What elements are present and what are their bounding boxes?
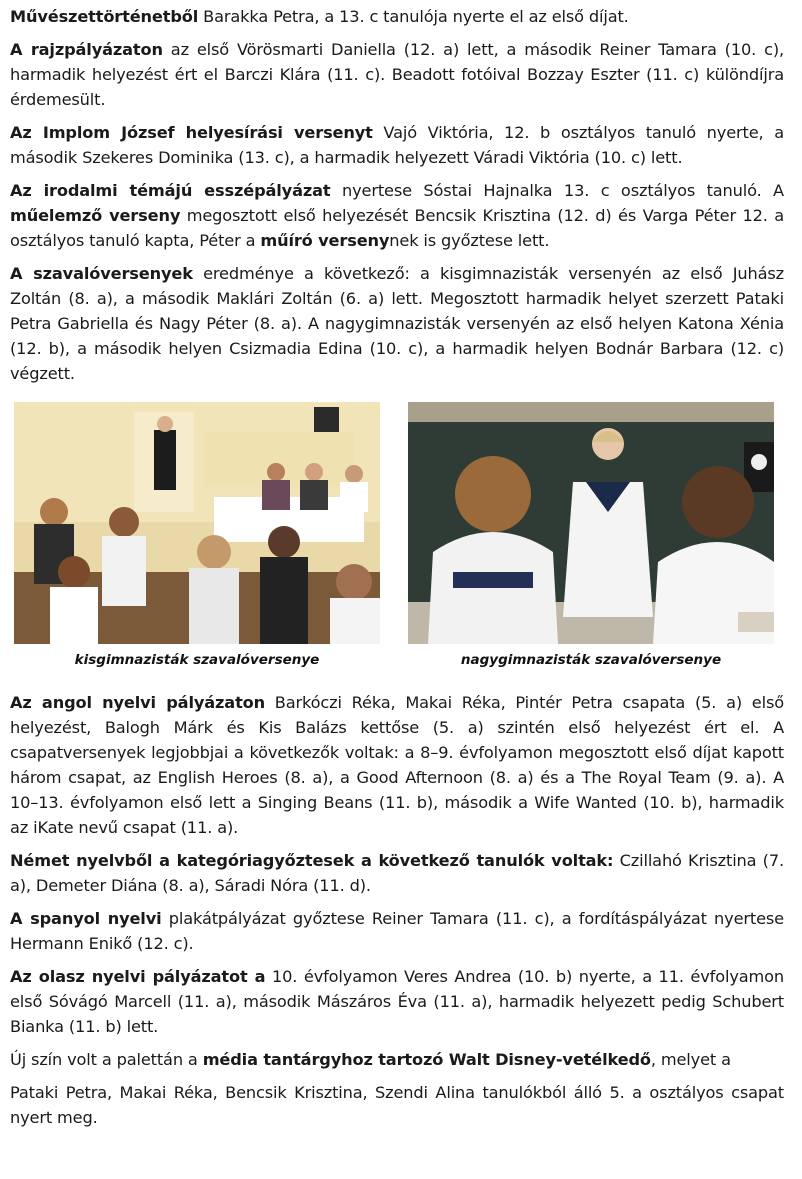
bold-run: Az olasz nyelvi pályázatot a (10, 967, 266, 986)
bold-run: Az Implom József helyesírási versenyt (10, 123, 373, 142)
bold-run: A rajzpályázaton (10, 40, 163, 59)
bold-run: Az irodalmi témájú esszépályázat (10, 181, 331, 200)
text-run: Barkóczi Réka, Makai Réka, Pintér Petra csapata (5. a) első helyezést, Balogh Márk és Kis Balázs kettőse (5. a) szintén első helyezést ért el. A csapatversenyek legjobbjai a következők voltak: a 8–9. évfolyamon megosztott első díjat kapott három csapat, az English Heroes (8. a), a Good Afternoon (8. a) és a The Royal Team (9. a). A 10–13. évfolyamon első lett a Singing Beans (11. b), második a Wife Wanted (10. b), harmadik az iKate nevű csapat (11. a). (10, 693, 784, 837)
text-run: az első Vörösmarti Daniella (12. a) lett, a második Reiner Tamara (10. c), harmadik helyezést ért el Barczi Klára (11. c). Beadott fotóival Bozzay Eszter (11. c) különdíjra érdemesült. (10, 40, 784, 109)
photo-row (10, 394, 784, 686)
right-photo-caption: nagygimnazisták szavalóversenye (460, 652, 722, 668)
results-text-top (10, 4, 784, 386)
text-run: , melyet a (650, 1050, 731, 1069)
result-paragraph (10, 37, 784, 112)
results-text-bottom (10, 690, 784, 1130)
result-paragraph (10, 690, 784, 840)
text-run: eredménye a következő: a kisgimnazisták versenyén az első Juhász Zoltán (8. a), a második Maklári Zoltán (6. a) lett. Megosztott harmadik helyet szerzett Pataki Petra Gabriella és Nagy Péter (8. a). A nagygimnazisták versenyén az első helyen Katona Xénia (12. b), a második helyen Csizmadia Edina (10. c), a harmadik helyen Bodnár Barbara (12. c) végzett. (10, 264, 784, 383)
text-run: nyertese Sóstai Hajnalka 13. c osztályos tanuló. A (330, 181, 784, 200)
senior-recitation-photo (408, 402, 774, 644)
bold-run: műelemző verseny (10, 206, 181, 225)
text-run: megosztott első helyezését Bencsik Krisztina (12. d) és Varga Péter 12. a osztályos tanuló kapta, Péter a (10, 206, 784, 250)
text-run: nek is győztese lett. (389, 231, 550, 250)
result-paragraph (10, 1080, 784, 1130)
junior-recitation-photo (14, 402, 380, 644)
text-run: plakátpályázat győztese Reiner Tamara (11. c), a fordításpályázat nyertese Hermann Enikő (12. c). (10, 909, 784, 953)
result-paragraph (10, 4, 784, 29)
bold-run: média tantárgyhoz tartozó Walt Disney-vetélkedő (202, 1050, 651, 1069)
result-paragraph (10, 178, 784, 253)
text-run: Czillahó Krisztina (7. a), Demeter Diána (8. a), Sáradi Nóra (11. d). (10, 851, 784, 895)
document-page (10, 4, 784, 1138)
result-paragraph (10, 1047, 784, 1072)
bold-run: műíró verseny (260, 231, 390, 250)
bold-run: A szavalóversenyek (10, 264, 193, 283)
bold-run: Az angol nyelvi pályázaton (10, 693, 265, 712)
result-paragraph (10, 906, 784, 956)
result-paragraph (10, 964, 784, 1039)
result-paragraph (10, 848, 784, 898)
text-run: Vajó Viktória, 12. b osztályos tanuló nyerte, a második Szekeres Dominika (13. c), a harmadik helyezett Váradi Viktória (10. c) lett. (10, 123, 784, 167)
bold-run: A spanyol nyelvi (10, 909, 162, 928)
left-photo-caption: kisgimnazisták szavalóversenye (74, 652, 320, 668)
text-run: Pataki Petra, Makai Réka, Bencsik Krisztina, Szendi Alina tanulókból álló 5. a osztályos csapat nyert meg. (10, 1083, 784, 1127)
bold-run: Német nyelvből a kategóriagyőztesek a következő tanulók voltak: (10, 851, 614, 870)
result-paragraph (10, 261, 784, 386)
text-run: 10. évfolyamon Veres Andrea (10. b) nyerte, a 11. évfolyamon első Sóvágó Marcell (11. a), második Mászáros Éva (11. a), harmadik helyezett pedig Schubert Bianka (11. b) lett. (10, 967, 784, 1036)
text-run: Barakka Petra, a 13. c tanulója nyerte el az első díjat. (198, 7, 629, 26)
bold-run: Művészettörténetből (10, 7, 199, 26)
result-paragraph (10, 120, 784, 170)
text-run: Új szín volt a palettán a (10, 1050, 203, 1069)
